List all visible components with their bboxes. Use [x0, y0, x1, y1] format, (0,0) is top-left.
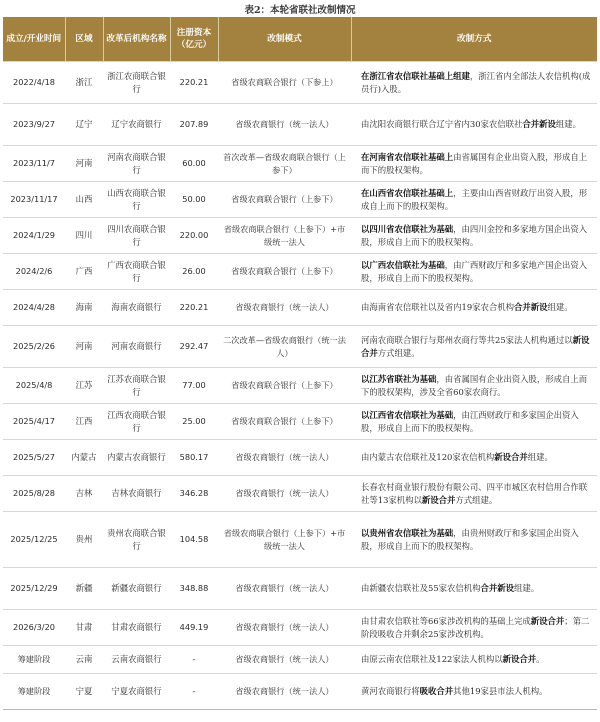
method-emphasis: 合并新设 — [522, 119, 556, 129]
header-region: 区域 — [65, 17, 103, 62]
method-emphasis: 新设合并 — [530, 615, 565, 626]
method-text: 由沈阳农商银行联合辽宁省内30家农信联社 — [361, 119, 523, 129]
cell-mode: 省级农商联合银行（下参上） — [218, 62, 351, 104]
cell-capital: - — [170, 674, 218, 710]
cell-method — [351, 476, 597, 512]
cell-date: 2024/1/29 — [3, 218, 65, 254]
cell-org: 云南农商银行 — [103, 646, 170, 674]
cell-region: 江苏 — [65, 368, 103, 404]
cell-org: 河南农商银行 — [103, 326, 170, 368]
cell-region: 内蒙古 — [65, 440, 103, 476]
method-text: 方式组建。 — [455, 494, 498, 505]
cell-org: 甘肃农商银行 — [103, 610, 170, 646]
table-row — [3, 146, 597, 182]
cell-mode: 省级农商银行（统一法人） — [218, 646, 351, 674]
cell-date: 2024/4/28 — [3, 290, 65, 326]
method-emphasis: 以贵州省农信联社为基础 — [361, 527, 454, 538]
cell-mode: 省级农商银行（统一法人） — [218, 674, 351, 710]
cell-org: 河南农商联合银行 — [103, 146, 170, 182]
cell-region: 河南 — [65, 326, 103, 368]
table-header — [3, 17, 597, 62]
method-emphasis: 在浙江省农信联社基础上组建 — [361, 70, 470, 81]
table-title: 表2：本轮省联社改制情况 — [244, 5, 356, 16]
cell-date: 2024/2/6 — [3, 254, 65, 290]
method-text: 长春农村商业银行股份有限公司、四平市城区农村信用合作联社等13家机构以 — [361, 481, 588, 505]
cell-org: 新疆农商银行 — [103, 568, 170, 610]
method-text: 由海南省农信联社以及省内19家农合机构 — [361, 302, 515, 312]
table-row — [3, 674, 597, 710]
method-text: 由新疆农信联社及55家农信机构 — [361, 583, 481, 593]
cell-capital: - — [170, 646, 218, 674]
table-row — [3, 646, 597, 674]
method-emphasis: 以江西省农信联社为基础 — [361, 409, 454, 420]
cell-mode: 省级农商银行（统一法人） — [218, 610, 351, 646]
cell-date: 筹建阶段 — [3, 646, 65, 674]
cell-org: 辽宁农商银行 — [103, 104, 170, 146]
cell-capital: 25.00 — [170, 404, 218, 440]
cell-method — [351, 104, 597, 146]
reform-table — [3, 17, 597, 710]
method-emphasis: 合并新设 — [480, 583, 515, 593]
cell-mode: 省级农商银行（统一法人） — [218, 440, 351, 476]
method-emphasis: 以广西农信联社为基础 — [361, 259, 445, 270]
cell-org: 内蒙古农商银行 — [103, 440, 170, 476]
cell-date: 2025/2/26 — [3, 326, 65, 368]
cell-mode: 省级农商联合银行（上参下） — [218, 182, 351, 218]
cell-region: 宁夏 — [65, 674, 103, 710]
cell-org: 四川农商联合银行 — [103, 218, 170, 254]
table-row — [3, 440, 597, 476]
header-mode: 改制模式 — [218, 17, 351, 62]
table-row — [3, 368, 597, 404]
table-row — [3, 476, 597, 512]
method-emphasis: 新设合并 — [494, 452, 528, 462]
cell-method — [351, 674, 597, 710]
table-row — [3, 404, 597, 440]
cell-mode: 省级农商联合银行（上参下） — [218, 368, 351, 404]
cell-date: 2025/8/28 — [3, 476, 65, 512]
method-emphasis: 在河南省农信联社基础上 — [361, 151, 454, 162]
cell-method — [351, 512, 597, 568]
cell-region: 辽宁 — [65, 104, 103, 146]
cell-date: 2025/4/8 — [3, 368, 65, 404]
method-text: ，由贵州财政厅和多家国企出资入股，形成自上而下的股权架构。 — [361, 527, 579, 551]
cell-org: 江苏农商联合银行 — [103, 368, 170, 404]
cell-date: 2025/12/29 — [3, 568, 65, 610]
cell-capital: 77.00 — [170, 368, 218, 404]
cell-method — [351, 62, 597, 104]
table-row — [3, 182, 597, 218]
cell-method — [351, 254, 597, 290]
header-capital: 注册资本（亿元） — [170, 17, 218, 62]
method-text: ，浙江省内全部法人农信机构(成员行)入股。 — [361, 70, 591, 94]
cell-date: 2025/5/27 — [3, 440, 65, 476]
method-text: 组建。 — [555, 119, 582, 129]
table-row — [3, 290, 597, 326]
method-text: 组建。 — [547, 302, 573, 312]
cell-org: 广西农商联合银行 — [103, 254, 170, 290]
cell-method — [351, 610, 597, 646]
cell-mode: 省级农商银行（统一法人） — [218, 104, 351, 146]
method-emphasis: 以四川省农信联社为基础 — [361, 223, 454, 234]
method-emphasis: 以江苏省联社为基础 — [361, 373, 437, 384]
cell-region: 贵州 — [65, 512, 103, 568]
cell-mode: 省级农商银行（统一法人） — [218, 568, 351, 610]
method-text: 由原云南农信联社及122家法人机构以 — [361, 654, 503, 664]
cell-capital: 220.00 — [170, 218, 218, 254]
cell-date: 筹建阶段 — [3, 674, 65, 710]
cell-mode: 省级农商联合银行（上参下）+市级统一法人 — [218, 512, 351, 568]
cell-date: 2026/3/20 — [3, 610, 65, 646]
method-emphasis: 吸收合并 — [419, 686, 454, 696]
cell-method — [351, 290, 597, 326]
table-row — [3, 62, 597, 104]
cell-capital: 220.21 — [170, 62, 218, 104]
cell-capital: 50.00 — [170, 182, 218, 218]
cell-region: 吉林 — [65, 476, 103, 512]
cell-date: 2022/4/18 — [3, 62, 65, 104]
method-text: 组建。 — [514, 583, 540, 593]
method-emphasis: 新设合并 — [421, 494, 456, 505]
cell-mode: 二次改革—省级农商银行（统一法人） — [218, 326, 351, 368]
cell-region: 海南 — [65, 290, 103, 326]
cell-capital: 220.21 — [170, 290, 218, 326]
table-row — [3, 254, 597, 290]
cell-capital: 580.17 — [170, 440, 218, 476]
header-row — [3, 17, 597, 62]
table-row — [3, 326, 597, 368]
cell-method — [351, 368, 597, 404]
cell-capital: 207.89 — [170, 104, 218, 146]
header-date: 成立/开业时间 — [3, 17, 65, 62]
method-text: 由省属国有企业出资入股，形成自上而下的股权架构。 — [361, 151, 588, 175]
cell-method — [351, 646, 597, 674]
table-body — [3, 62, 597, 710]
cell-method — [351, 326, 597, 368]
method-text: ；第二阶段吸收合并剩余25家涉改机构。 — [361, 615, 590, 639]
cell-region: 浙江 — [65, 62, 103, 104]
cell-org: 山西农商联合银行 — [103, 182, 170, 218]
cell-region: 河南 — [65, 146, 103, 182]
cell-org: 吉林农商银行 — [103, 476, 170, 512]
cell-method — [351, 182, 597, 218]
method-text: 河南农商联合银行与郑州农商行等共25家法人机构通过以 — [361, 334, 573, 345]
method-emphasis: 新设合并 — [361, 334, 590, 358]
cell-org: 海南农商银行 — [103, 290, 170, 326]
table-row — [3, 218, 597, 254]
method-text: 由内蒙古农信联社及120家农信机构 — [361, 452, 495, 462]
cell-region: 四川 — [65, 218, 103, 254]
cell-date: 2025/4/17 — [3, 404, 65, 440]
cell-capital: 26.00 — [170, 254, 218, 290]
cell-capital: 449.19 — [170, 610, 218, 646]
header-org: 改革后机构名称 — [103, 17, 170, 62]
cell-region: 云南 — [65, 646, 103, 674]
method-text: ，由省属国有企业出资入股，形成自上而下的股权架构，涉及全省60家农商行。 — [361, 373, 588, 397]
table-row — [3, 512, 597, 568]
cell-capital: 348.88 — [170, 568, 218, 610]
cell-region: 广西 — [65, 254, 103, 290]
cell-date: 2023/11/17 — [3, 182, 65, 218]
method-emphasis: 合并新设 — [514, 302, 548, 312]
cell-date: 2023/11/7 — [3, 146, 65, 182]
method-text: 方式组建。 — [377, 347, 420, 358]
cell-region: 新疆 — [65, 568, 103, 610]
cell-date: 2025/12/25 — [3, 512, 65, 568]
cell-mode: 省级农商联合银行（上参下）+市级统一法人 — [218, 218, 351, 254]
cell-method — [351, 568, 597, 610]
method-text: ，由广西财政厅和多家地产国企出资入股，形成自上而下的股权架构。 — [361, 259, 588, 283]
method-text: 其他19家县市法人机构。 — [453, 686, 548, 696]
cell-mode: 省级农商联合银行（上参下） — [218, 254, 351, 290]
cell-capital: 60.00 — [170, 146, 218, 182]
method-text: 组建。 — [527, 452, 553, 462]
cell-org: 浙江农商联合银行 — [103, 62, 170, 104]
table-row — [3, 568, 597, 610]
cell-mode: 省级农商银行（统一法人） — [218, 476, 351, 512]
cell-region: 江西 — [65, 404, 103, 440]
method-text: 由甘肃农信联社等66家涉改机构的基础上完成 — [361, 615, 531, 626]
cell-capital: 292.47 — [170, 326, 218, 368]
method-emphasis: 新设合并 — [502, 654, 537, 664]
method-text: ，由江西财政厅和多家国企出资入股，形成自上而下的股权架构。 — [361, 409, 579, 433]
cell-region: 甘肃 — [65, 610, 103, 646]
cell-mode: 省级农商联合银行（上参下） — [218, 404, 351, 440]
cell-org: 贵州农商联合银行 — [103, 512, 170, 568]
method-text: ，由四川金控和多家地方国企出资入股，形成自上而下的股权架构。 — [361, 223, 588, 247]
cell-capital: 104.58 — [170, 512, 218, 568]
cell-method — [351, 146, 597, 182]
table-row — [3, 104, 597, 146]
cell-method — [351, 440, 597, 476]
cell-date: 2023/9/27 — [3, 104, 65, 146]
method-text: 。 — [536, 654, 545, 664]
cell-org: 江西农商联合银行 — [103, 404, 170, 440]
cell-method — [351, 404, 597, 440]
cell-org: 宁夏农商银行 — [103, 674, 170, 710]
method-text: 黄河农商银行将 — [361, 686, 420, 696]
cell-mode: 首次改革—省级农商联合银行（上参下） — [218, 146, 351, 182]
method-text: ，主要由山西省财政厅出资入股，形成自上而下的股权架构。 — [361, 187, 588, 211]
table-row — [3, 610, 597, 646]
cell-method — [351, 218, 597, 254]
cell-region: 山西 — [65, 182, 103, 218]
header-method: 改制方式 — [351, 17, 597, 62]
method-emphasis: 在山西省农信联社基础上 — [361, 187, 454, 198]
cell-mode: 省级农商银行（统一法人） — [218, 290, 351, 326]
cell-capital: 346.28 — [170, 476, 218, 512]
